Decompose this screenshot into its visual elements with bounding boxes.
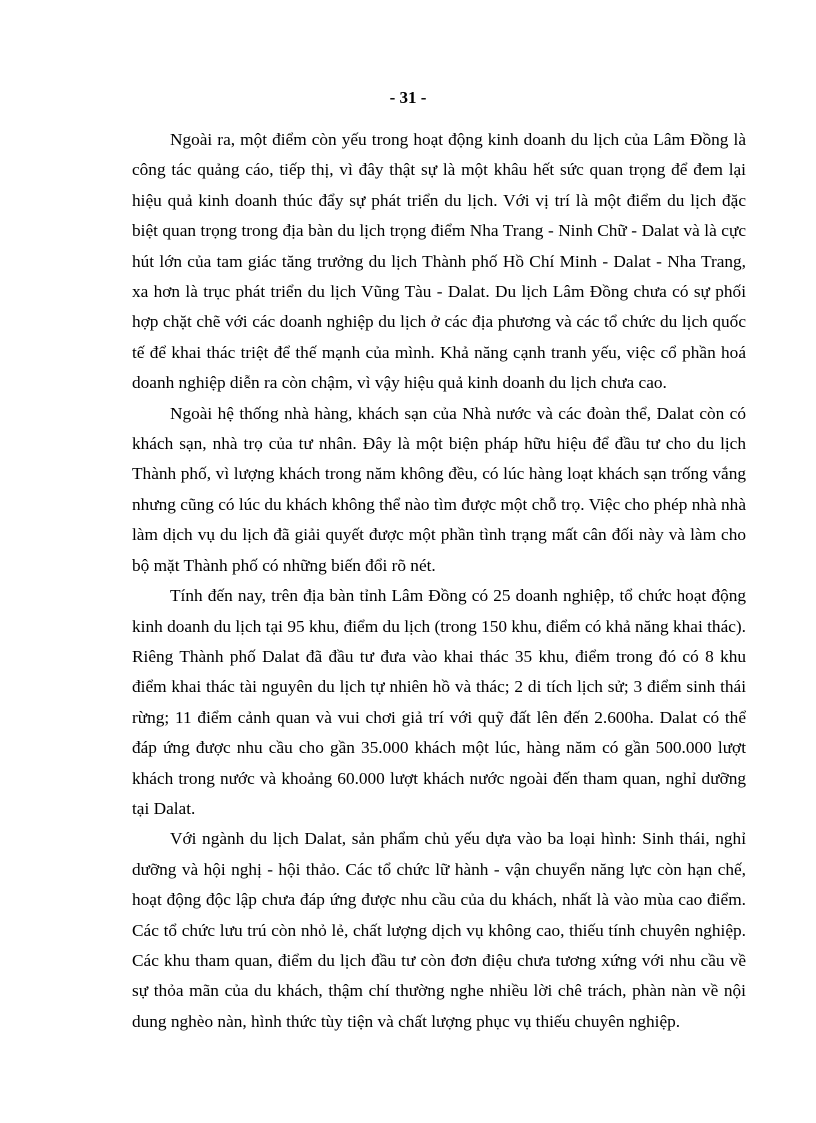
page-number: - 31 - [389, 88, 427, 107]
paragraph: Ngoài hệ thống nhà hàng, khách sạn của Nhà nước và các đoàn thể, Dalat còn có khách sạn, nhà trọ của tư nhân. Đây là một biện pháp hữu hiệu để đầu tư cho du lịch Thành phố, vì lượng khách trong năm không đều, có lúc hàng loạt khách sạn trống vắng nhưng cũng có lúc du khách không thể nào tìm được một chỗ trọ. Việc cho phép nhà nhà làm dịch vụ du lịch đã giải quyết được một phần tình trạng mất cân đối này và làm cho bộ mặt Thành phố có những biến đổi rõ nét. [132, 403, 746, 575]
body-text [132, 125, 746, 1037]
paragraph: Với ngành du lịch Dalat, sản phẩm chủ yếu dựa vào ba loại hình: Sinh thái, nghỉ dưỡng và hội nghị - hội thảo. Các tổ chức lữ hành - vận chuyển năng lực còn hạn chế, hoạt động độc lập chưa đáp ứng được nhu cầu của du khách, nhất là vào mùa cao điểm. Các tổ chức lưu trú còn nhỏ lẻ, chất lượng dịch vụ không cao, thiếu tính chuyên nghiệp. Các khu tham quan, điểm du lịch đầu tư còn đơn điệu chưa tương xứng với nhu cầu về sự thỏa mãn của du khách, thậm chí thường nghe nhiều lời chê trách, phàn nàn về nội dung nghèo nàn, hình thức tùy tiện và chất lượng phục vụ thiếu chuyên nghiệp. [132, 829, 746, 1031]
paragraph: Tính đến nay, trên địa bàn tỉnh Lâm Đồng có 25 doanh nghiệp, tổ chức hoạt động kinh doanh du lịch tại 95 khu, điểm du lịch (trong 150 khu, điểm có khả năng khai thác). Riêng Thành phố Dalat đã đầu tư đưa vào khai thác 35 khu, điểm trong đó có 8 khu điểm khai thác tài nguyên du lịch tự nhiên hồ và thác; 2 di tích lịch sử; 3 điểm sinh thái rừng; 11 điểm cảnh quan và vui chơi giả trí với quỹ đất lên đến 2.600ha. Dalat có thể đáp ứng được nhu cầu cho gần 35.000 khách một lúc, hàng năm có gần 500.000 lượt khách trong nước và khoảng 60.000 lượt khách nước ngoài đến tham quan, nghỉ dưỡng tại Dalat. [132, 586, 746, 818]
paragraph: Ngoài ra, một điểm còn yếu trong hoạt động kinh doanh du lịch của Lâm Đồng là công tác quảng cáo, tiếp thị, vì đây thật sự là một khâu hết sức quan trọng để đem lại hiệu quả kinh doanh thúc đẩy sự phát triển du lịch. Với vị trí là một điểm du lịch đặc biệt quan trọng trong địa bàn du lịch trọng điểm Nha Trang - Ninh Chữ - Dalat và là cực hút lớn của tam giác tăng trưởng du lịch Thành phố Hồ Chí Minh - Dalat - Nha Trang, xa hơn là trục phát triển du lịch Vũng Tàu - Dalat. Du lịch Lâm Đồng chưa có sự phối hợp chặt chẽ với các doanh nghiệp du lịch ở các địa phương và các tổ chức du lịch quốc tế để khai thác triệt để thế mạnh của mình. Khả năng cạnh tranh yếu, việc cổ phần hoá doanh nghiệp diễn ra còn chậm, vì vậy hiệu quả kinh doanh du lịch chưa cao. [132, 130, 746, 393]
